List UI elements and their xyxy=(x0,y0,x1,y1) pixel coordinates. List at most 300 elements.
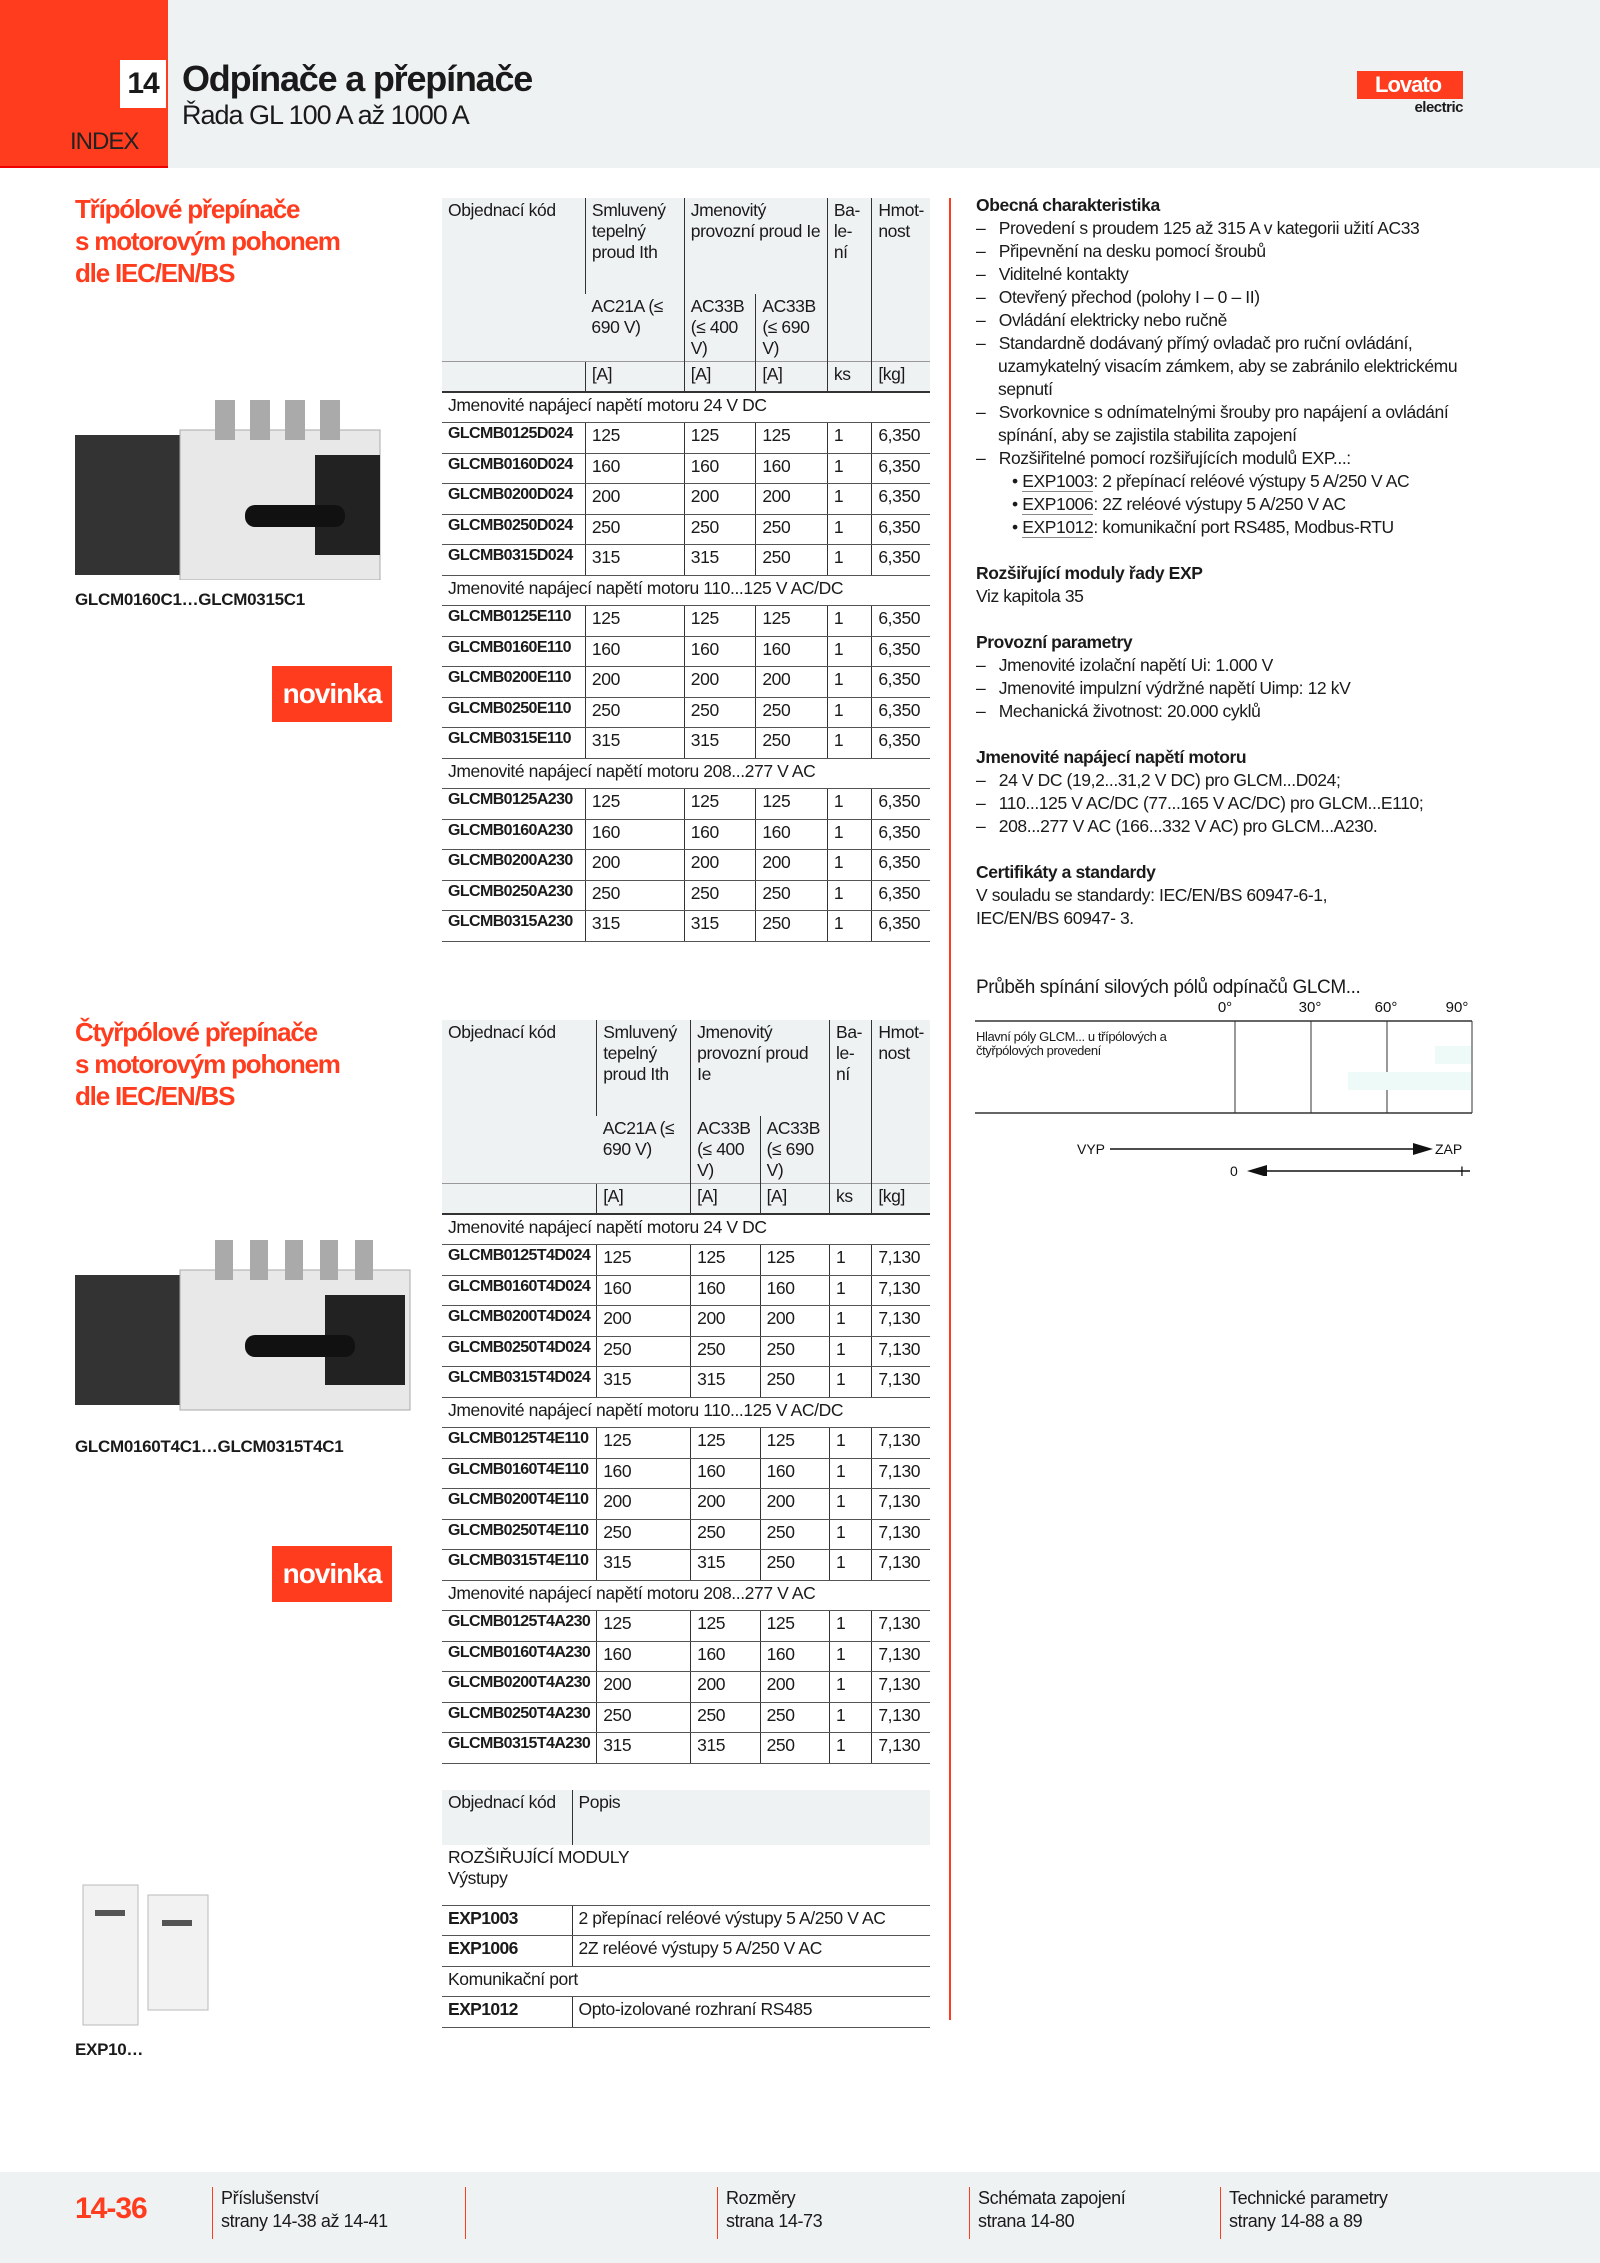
ith: 250 xyxy=(585,697,684,728)
table-row xyxy=(442,911,930,942)
ie-400: 125 xyxy=(684,789,756,820)
ie-690: 160 xyxy=(760,1458,829,1489)
general-item: – Standardně dodávaný přímý ovladač pro ruční ovládání, uzamykatelný visacím zámkem, aby se zabránilo elektrickému sepnutí xyxy=(976,333,1458,399)
weight: 6,350 xyxy=(872,728,930,759)
unit-ks: ks xyxy=(827,362,871,393)
column-divider xyxy=(949,198,951,2020)
footer-link-dimensions[interactable]: Rozměry strana 14-73 xyxy=(717,2187,822,2239)
angle-30: 30° xyxy=(1298,999,1322,1016)
text: : 2Z reléové výstupy 5 A/250 V AC xyxy=(1093,494,1346,514)
exp-item: • EXP1012: komunikační port RS485, Modbus-RTU xyxy=(1012,517,1394,537)
weight: 6,350 xyxy=(872,423,930,454)
weight: 6,350 xyxy=(872,819,930,850)
ith: 160 xyxy=(597,1275,691,1306)
text xyxy=(442,1184,930,1215)
order-code[interactable]: EXP1012 xyxy=(442,1997,572,2028)
switching-diagram xyxy=(975,996,1475,1176)
order-code[interactable]: EXP1003 xyxy=(442,1905,572,1936)
order-code: GLCMB0200A230 xyxy=(442,850,585,881)
text: Jmenovité izolační napětí Ui: 1.000 V xyxy=(998,655,1273,675)
text xyxy=(442,1845,930,2027)
ie-400: 315 xyxy=(684,911,756,942)
motor-item: – 110...125 V AC/DC (77...165 V AC/DC) pro GLCM...E110; xyxy=(976,793,1424,813)
weight: 6,350 xyxy=(872,484,930,515)
general-item: – Svorkovnice s odnímatelnými šrouby pro napájení a ovládání spínání, aby se zajistila stabilita zapojení xyxy=(976,402,1449,445)
pack: 1 xyxy=(830,1550,872,1581)
ith: 315 xyxy=(585,545,684,576)
pack: 1 xyxy=(827,911,871,942)
order-code: GLCMB0250T4E110 xyxy=(442,1519,597,1550)
table-row xyxy=(442,1428,930,1459)
general-item: – Viditelné kontakty xyxy=(976,264,1129,284)
ith: 200 xyxy=(585,850,684,881)
text xyxy=(442,392,930,941)
ie-690: 125 xyxy=(756,606,828,637)
text: : komunikační port RS485, Modbus-RTU xyxy=(1093,517,1394,537)
text: Jmenovité impulzní výdržné napětí Uimp: 12 kV xyxy=(998,678,1351,698)
cert-text: V souladu se standardy: IEC/EN/BS 60947-6-1, IEC/EN/BS 60947- 3. xyxy=(976,885,1328,928)
ie-400: 250 xyxy=(691,1336,760,1367)
ie-690: 250 xyxy=(756,697,828,728)
cert-title: Certifikáty a standardy xyxy=(976,862,1156,882)
col-header-code: Objednací kód xyxy=(442,198,585,362)
group-title xyxy=(442,1845,930,1905)
text: ROZŠIŘUJÍCÍ MODULY xyxy=(448,1847,630,1867)
ie-690: 250 xyxy=(760,1733,829,1764)
ie-400: 200 xyxy=(684,850,756,881)
order-code: GLCMB0315T4E110 xyxy=(442,1550,597,1581)
table-row xyxy=(442,1367,930,1398)
pack: 1 xyxy=(827,667,871,698)
description: 2 přepínací reléové výstupy 5 A/250 V AC xyxy=(572,1905,930,1936)
table-row xyxy=(442,1489,930,1520)
group-title: Jmenovité napájecí napětí motoru 208...277 V AC xyxy=(442,758,930,789)
unit-a: [A] xyxy=(585,362,684,393)
ie-400: 315 xyxy=(691,1550,760,1581)
ie-690: 200 xyxy=(756,484,828,515)
op-item: – Jmenovité impulzní výdržné napětí Uimp: 12 kV xyxy=(976,678,1351,698)
text: Ovládání elektricky nebo ručně xyxy=(998,310,1228,330)
table-row xyxy=(442,1519,930,1550)
page-subtitle: Řada GL 100 A až 1000 A xyxy=(182,100,469,130)
order-code: GLCMB0125E110 xyxy=(442,606,585,637)
ie-400: 160 xyxy=(684,453,756,484)
pack: 1 xyxy=(830,1519,872,1550)
ith: 160 xyxy=(597,1458,691,1489)
text xyxy=(442,1020,930,1214)
ith: 125 xyxy=(597,1611,691,1642)
page-footer xyxy=(0,2172,1600,2263)
ie-690: 200 xyxy=(760,1672,829,1703)
pack: 1 xyxy=(830,1702,872,1733)
ie-400: 315 xyxy=(684,728,756,759)
ie-690: 250 xyxy=(760,1550,829,1581)
weight: 7,130 xyxy=(872,1367,930,1398)
ie-690: 160 xyxy=(760,1641,829,1672)
ie-690: 250 xyxy=(756,514,828,545)
pack: 1 xyxy=(827,545,871,576)
weight: 7,130 xyxy=(872,1611,930,1642)
section2-product-label: GLCM0160T4C1…GLCM0315T4C1 xyxy=(75,1437,344,1456)
page-number: 14-36 xyxy=(75,2192,147,2225)
motor-title: Jmenovité napájecí napětí motoru xyxy=(976,747,1247,767)
order-code: GLCMB0125T4E110 xyxy=(442,1428,597,1459)
modules-title: Rozšiřující moduly řady EXP xyxy=(976,563,1203,583)
order-code: GLCMB0160T4D024 xyxy=(442,1275,597,1306)
exp-item: • EXP1006: 2Z reléové výstupy 5 A/250 V AC xyxy=(1012,494,1346,514)
pack: 1 xyxy=(830,1245,872,1276)
weight: 7,130 xyxy=(872,1519,930,1550)
ie-690: 250 xyxy=(760,1519,829,1550)
modules-text: Viz kapitola 35 xyxy=(976,586,1084,606)
order-code: GLCMB0125T4D024 xyxy=(442,1245,597,1276)
table-row xyxy=(442,545,930,576)
pack: 1 xyxy=(830,1641,872,1672)
four-pole-table xyxy=(442,1020,930,1764)
text: Připevnění na desku pomocí šroubů xyxy=(998,241,1266,261)
description: 2Z reléové výstupy 5 A/250 V AC xyxy=(572,1936,930,1967)
ith: 125 xyxy=(597,1245,691,1276)
table-row xyxy=(442,453,930,484)
weight: 7,130 xyxy=(872,1489,930,1520)
ith: 315 xyxy=(597,1733,691,1764)
table-row xyxy=(442,1905,930,1936)
weight: 6,350 xyxy=(872,911,930,942)
ie-690: 125 xyxy=(760,1611,829,1642)
text: 24 V DC (19,2...31,2 V DC) pro GLCM...D024; xyxy=(998,770,1341,790)
order-code: GLCMB0200T4A230 xyxy=(442,1672,597,1703)
pack: 1 xyxy=(830,1458,872,1489)
unit-a: [A] xyxy=(691,1184,760,1215)
ie-400: 200 xyxy=(691,1672,760,1703)
table-row xyxy=(442,1458,930,1489)
order-code: GLCMB0160T4E110 xyxy=(442,1458,597,1489)
unit-a: [A] xyxy=(684,362,756,393)
ie-400: 160 xyxy=(684,636,756,667)
footer-link-accessories[interactable]: Příslušenství strany 14-38 až 14-41 xyxy=(212,2187,388,2239)
ie-690: 250 xyxy=(756,911,828,942)
ie-400: 125 xyxy=(684,606,756,637)
order-code: GLCMB0125T4A230 xyxy=(442,1611,597,1642)
text xyxy=(442,198,930,294)
ie-400: 200 xyxy=(684,484,756,515)
general-item: – Ovládání elektricky nebo ručně xyxy=(976,310,1228,330)
group-title: Jmenovité napájecí napětí motoru 24 V DC xyxy=(442,1214,930,1245)
ie-690: 125 xyxy=(756,423,828,454)
ith: 200 xyxy=(585,667,684,698)
pack: 1 xyxy=(827,453,871,484)
col-header-weight: Hmot-nost xyxy=(872,1020,930,1184)
col-header-weight: Hmot-nost xyxy=(872,198,930,362)
table-row xyxy=(442,789,930,820)
ie-400: 125 xyxy=(691,1611,760,1642)
weight: 6,350 xyxy=(872,636,930,667)
ie-690: 160 xyxy=(756,453,828,484)
weight: 7,130 xyxy=(872,1428,930,1459)
3-pole-switch-image xyxy=(75,395,385,580)
ith: 250 xyxy=(585,880,684,911)
col-header-ith: Smluvený tepelný proud Ith xyxy=(597,1020,691,1116)
order-code: GLCMB0200T4E110 xyxy=(442,1489,597,1520)
order-code: GLCMB0315E110 xyxy=(442,728,585,759)
weight: 6,350 xyxy=(872,453,930,484)
pack: 1 xyxy=(830,1733,872,1764)
label-zap: ZAP xyxy=(1435,1141,1463,1157)
ie-690: 200 xyxy=(756,667,828,698)
exp-link[interactable]: EXP1012 xyxy=(1022,517,1094,537)
ie-690: 125 xyxy=(760,1428,829,1459)
unit-kg: [kg] xyxy=(872,1184,930,1215)
label-i: I xyxy=(1460,1163,1464,1176)
text: Provedení s proudem 125 až 315 A v kategorii užití AC33 xyxy=(998,218,1420,238)
group-title: Komunikační port xyxy=(442,1966,930,1997)
table-row xyxy=(442,728,930,759)
unit-a: [A] xyxy=(756,362,828,393)
table-row xyxy=(442,1641,930,1672)
table-row xyxy=(442,606,930,637)
weight: 7,130 xyxy=(872,1702,930,1733)
exp-link[interactable]: EXP1006 xyxy=(1022,494,1094,514)
group-row xyxy=(442,575,930,606)
specifications-column xyxy=(976,194,1496,930)
ie-690: 250 xyxy=(760,1367,829,1398)
ith: 200 xyxy=(597,1489,691,1520)
ith: 125 xyxy=(585,423,684,454)
text xyxy=(442,198,930,392)
ie-690: 200 xyxy=(760,1306,829,1337)
ie-400: 160 xyxy=(691,1458,760,1489)
unit-ks: ks xyxy=(830,1184,872,1215)
ie-690: 125 xyxy=(760,1245,829,1276)
order-code: GLCMB0250E110 xyxy=(442,697,585,728)
weight: 6,350 xyxy=(872,880,930,911)
ith: 250 xyxy=(585,514,684,545)
ith: 125 xyxy=(585,606,684,637)
col-header-ie: Jmenovitý provozní proud Ie xyxy=(684,198,827,294)
ith: 250 xyxy=(597,1519,691,1550)
ie-690: 250 xyxy=(760,1336,829,1367)
weight: 6,350 xyxy=(872,606,930,637)
group-title: Jmenovité napájecí napětí motoru 110...125 V AC/DC xyxy=(442,1397,930,1428)
exp-module-image xyxy=(80,1880,220,2030)
group-title: Jmenovité napájecí napětí motoru 24 V DC xyxy=(442,392,930,423)
weight: 6,350 xyxy=(872,514,930,545)
unit-kg: [kg] xyxy=(872,362,930,393)
group-title: Jmenovité napájecí napětí motoru 208...277 V AC xyxy=(442,1580,930,1611)
new-badge: novinka xyxy=(272,1546,392,1602)
text xyxy=(442,1020,930,1116)
weight: 6,350 xyxy=(872,667,930,698)
order-code: GLCMB0250A230 xyxy=(442,880,585,911)
ith: 200 xyxy=(597,1306,691,1337)
ith: 160 xyxy=(585,636,684,667)
order-code: GLCMB0315T4D024 xyxy=(442,1367,597,1398)
table-row xyxy=(442,484,930,515)
new-badge: novinka xyxy=(272,666,392,722)
order-code: GLCMB0315D024 xyxy=(442,545,585,576)
order-code: GLCMB0250T4D024 xyxy=(442,1336,597,1367)
order-code: GLCMB0125D024 xyxy=(442,423,585,454)
col-header-ac33b-690: AC33B (≤ 690 V) xyxy=(760,1116,829,1184)
text: Standardně dodávaný přímý ovladač pro ruční ovládání, uzamykatelný visacím zámkem, aby se zabránilo elektrickému sepnutí xyxy=(998,333,1458,399)
ie-400: 250 xyxy=(684,880,756,911)
angle-60: 60° xyxy=(1374,999,1398,1016)
ie-690: 250 xyxy=(756,728,828,759)
ie-400: 200 xyxy=(684,667,756,698)
exp-link[interactable]: EXP1003 xyxy=(1022,471,1094,491)
pack: 1 xyxy=(830,1336,872,1367)
ie-690: 250 xyxy=(756,545,828,576)
diagram-row-label: Hlavní póly GLCM... u třípólových a čtyřpólových provedení xyxy=(976,1029,1167,1058)
text xyxy=(442,1845,930,1905)
table-row xyxy=(442,1550,930,1581)
table-row xyxy=(442,1611,930,1642)
general-item: – Připevnění na desku pomocí šroubů xyxy=(976,241,1266,261)
weight: 7,130 xyxy=(872,1245,930,1276)
table-row xyxy=(442,1733,930,1764)
order-code: GLCMB0160D024 xyxy=(442,453,585,484)
text xyxy=(442,1214,930,1763)
group-row xyxy=(442,758,930,789)
ie-690: 200 xyxy=(760,1489,829,1520)
ie-400: 250 xyxy=(691,1702,760,1733)
col-header-description: Popis xyxy=(572,1790,930,1845)
weight: 6,350 xyxy=(872,850,930,881)
col-header-ac21a: AC21A (≤ 690 V) xyxy=(585,294,684,362)
ie-400: 250 xyxy=(684,697,756,728)
ie-400: 160 xyxy=(684,819,756,850)
text: : 2 přepínací reléové výstupy 5 A/250 V AC xyxy=(1093,471,1410,491)
group-row xyxy=(442,1397,930,1428)
ith: 250 xyxy=(597,1336,691,1367)
pack: 1 xyxy=(827,789,871,820)
ith: 200 xyxy=(585,484,684,515)
order-code[interactable]: EXP1006 xyxy=(442,1936,572,1967)
pack: 1 xyxy=(827,423,871,454)
ith: 160 xyxy=(585,453,684,484)
ith: 160 xyxy=(585,819,684,850)
text xyxy=(442,362,585,393)
pack: 1 xyxy=(830,1275,872,1306)
op-title: Provozní parametry xyxy=(976,632,1133,652)
weight: 7,130 xyxy=(872,1550,930,1581)
ith: 315 xyxy=(597,1550,691,1581)
ie-400: 160 xyxy=(691,1275,760,1306)
weight: 7,130 xyxy=(872,1733,930,1764)
ie-690: 250 xyxy=(760,1702,829,1733)
pack: 1 xyxy=(830,1489,872,1520)
group-row xyxy=(442,1214,930,1245)
index-link[interactable]: INDEX xyxy=(70,128,139,155)
ie-690: 160 xyxy=(760,1275,829,1306)
logo-text: Lovato xyxy=(1357,71,1463,99)
ith: 125 xyxy=(585,789,684,820)
motor-item: – 24 V DC (19,2...31,2 V DC) pro GLCM...D024; xyxy=(976,770,1341,790)
table-row xyxy=(442,1672,930,1703)
pack: 1 xyxy=(827,697,871,728)
general-item: – Rozšiřitelné pomocí rozšiřujících modulů EXP...: xyxy=(976,448,1351,468)
weight: 6,350 xyxy=(872,545,930,576)
pack: 1 xyxy=(827,484,871,515)
text: Viditelné kontakty xyxy=(998,264,1129,284)
ie-400: 315 xyxy=(684,545,756,576)
table-row xyxy=(442,667,930,698)
exp-item: • EXP1003: 2 přepínací reléové výstupy 5 A/250 V AC xyxy=(1012,471,1410,491)
ie-400: 315 xyxy=(691,1367,760,1398)
logo-subtext: electric xyxy=(1414,99,1463,116)
ie-400: 125 xyxy=(691,1428,760,1459)
footer-link-technical[interactable]: Technické parametry strany 14-88 a 89 xyxy=(1220,2187,1387,2239)
table-row xyxy=(442,697,930,728)
ie-400: 200 xyxy=(691,1489,760,1520)
table-row xyxy=(442,1306,930,1337)
table-row xyxy=(442,423,930,454)
text: Mechanická životnost: 20.000 cyklů xyxy=(998,701,1261,721)
pack: 1 xyxy=(830,1367,872,1398)
4-pole-switch-image xyxy=(75,1235,415,1415)
pack: 1 xyxy=(830,1306,872,1337)
col-header-code: Objednací kód xyxy=(442,1790,572,1845)
table-row xyxy=(442,1936,930,1967)
ie-400: 200 xyxy=(691,1306,760,1337)
pack: 1 xyxy=(827,514,871,545)
ith: 315 xyxy=(585,911,684,942)
unit-a: [A] xyxy=(760,1184,829,1215)
order-code: GLCMB0315T4A230 xyxy=(442,1733,597,1764)
table-row xyxy=(442,1997,930,2028)
ith: 160 xyxy=(597,1641,691,1672)
ie-400: 125 xyxy=(691,1245,760,1276)
order-code: GLCMB0250T4A230 xyxy=(442,1702,597,1733)
pack: 1 xyxy=(830,1672,872,1703)
ith: 200 xyxy=(597,1672,691,1703)
weight: 7,130 xyxy=(872,1672,930,1703)
text: 208...277 V AC (166...332 V AC) pro GLCM...A230. xyxy=(998,816,1378,836)
ith: 315 xyxy=(597,1367,691,1398)
pack: 1 xyxy=(827,636,871,667)
text xyxy=(442,1966,930,1997)
ie-400: 125 xyxy=(684,423,756,454)
weight: 7,130 xyxy=(872,1336,930,1367)
order-code: GLCMB0160E110 xyxy=(442,636,585,667)
text: Rozšiřitelné pomocí rozšiřujících modulů EXP...: xyxy=(998,448,1351,468)
text xyxy=(442,1790,930,1845)
section2-heading: Čtyřpólové přepínače s motorovým pohonem dle IEC/EN/BS xyxy=(75,1017,340,1111)
lovato-logo xyxy=(1357,71,1463,116)
order-code: GLCMB0160T4A230 xyxy=(442,1641,597,1672)
label-o: 0 xyxy=(1230,1163,1238,1176)
expansion-modules-table xyxy=(442,1790,930,2028)
pack: 1 xyxy=(830,1611,872,1642)
col-header-ac33b-400: AC33B (≤ 400 V) xyxy=(684,294,756,362)
op-item: – Mechanická životnost: 20.000 cyklů xyxy=(976,701,1261,721)
ie-400: 315 xyxy=(691,1733,760,1764)
table-row xyxy=(442,1336,930,1367)
text xyxy=(442,1184,597,1215)
pack: 1 xyxy=(827,728,871,759)
text: Výstupy xyxy=(448,1868,508,1888)
pack: 1 xyxy=(830,1428,872,1459)
footer-divider xyxy=(465,2187,474,2239)
section3-product-label: EXP10… xyxy=(75,2040,144,2059)
table-row xyxy=(442,880,930,911)
col-header-ac33b-400: AC33B (≤ 400 V) xyxy=(691,1116,760,1184)
footer-link-wiring[interactable]: Schémata zapojení strana 14-80 xyxy=(969,2187,1125,2239)
section1-product-label: GLCM0160C1…GLCM0315C1 xyxy=(75,590,305,609)
label-vyp: VYP xyxy=(1077,1141,1106,1157)
ie-400: 250 xyxy=(684,514,756,545)
ie-690: 160 xyxy=(756,636,828,667)
